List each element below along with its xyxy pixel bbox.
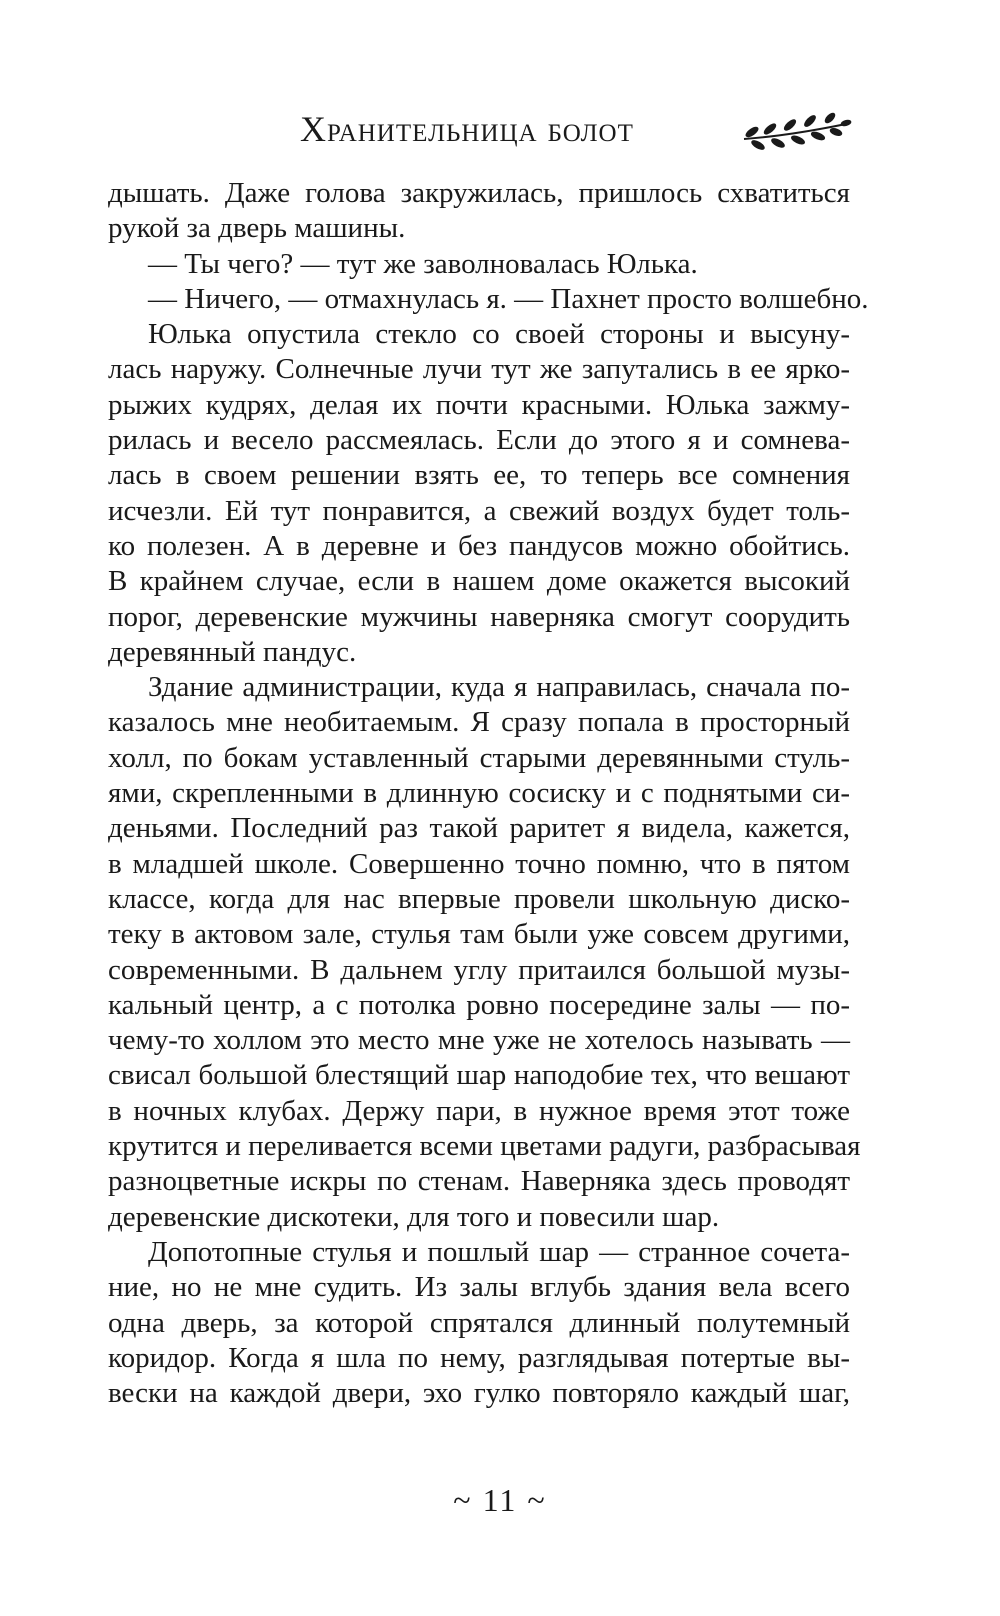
text-line: деньями. Последний раз такой раритет я видела, кажется, bbox=[108, 812, 850, 845]
body-text bbox=[108, 176, 869, 1411]
text-line: — Ты чего? — тут же заволновалась Юлька. bbox=[148, 247, 698, 280]
text-line: рилась и весело рассмеялась. Если до этого я и сомнева- bbox=[108, 424, 850, 457]
paragraph bbox=[108, 317, 850, 670]
paragraph bbox=[108, 247, 850, 282]
paragraph bbox=[108, 670, 861, 1235]
text-line: разноцветные искры по стенам. Наверняка здесь проводят bbox=[108, 1165, 850, 1198]
text-line: в младшей школе. Совершенно точно помню, что в пятом bbox=[108, 847, 850, 880]
text-line: лась наружу. Солнечные лучи тут же запутались в ее ярко- bbox=[108, 353, 850, 386]
text-line: холл, по бокам уставленный старыми деревянными стуль- bbox=[108, 741, 850, 774]
text-line: Юлька опустила стекло со своей стороны и высуну- bbox=[148, 318, 850, 351]
text-line: казалось мне необитаемым. Я сразу попала в просторный bbox=[108, 706, 850, 739]
book-title: Хранительница болот bbox=[300, 109, 634, 149]
text-line: исчезли. Ей тут понравится, а свежий воздух будет толь- bbox=[108, 494, 850, 527]
text-line: вески на каждой двери, эхо гулко повторяло каждый шаг, bbox=[108, 1377, 850, 1410]
text-line: ями, скрепленными в длинную сосиску и с поднятыми си- bbox=[108, 777, 850, 810]
paragraph bbox=[108, 282, 869, 317]
text-line: лась в своем решении взять ее, то теперь все сомнения bbox=[108, 459, 850, 492]
text-line: деревянный пандус. bbox=[108, 635, 357, 668]
paragraph bbox=[108, 176, 850, 247]
page-number: ~ 11 ~ bbox=[453, 1482, 547, 1518]
text-line: чему-то холлом это место мне уже не хотелось называть — bbox=[108, 1024, 850, 1057]
text-line: современными. В дальнем углу притаился большой музы- bbox=[108, 953, 850, 986]
text-line: коридор. Когда я шла по нему, разглядывая потертые вы- bbox=[108, 1341, 850, 1374]
text-line: свисал большой блестящий шар наподобие тех, что вешают bbox=[108, 1059, 850, 1092]
text-line: порог, деревенские мужчины наверняка смогут соорудить bbox=[108, 600, 850, 633]
text-line: В крайнем случае, если в нашем доме окажется высокий bbox=[108, 565, 850, 598]
text-line: Здание администрации, куда я направилась, сначала по- bbox=[148, 671, 850, 704]
text-line: деревенские дискотеки, для того и повесили шар. bbox=[108, 1200, 720, 1233]
text-line: ние, но не мне судить. Из залы вглубь здания вела всего bbox=[108, 1271, 850, 1304]
text-line: Допотопные стулья и пошлый шар — странное сочета- bbox=[148, 1235, 850, 1268]
running-header bbox=[0, 108, 1000, 168]
text-line: рыжих кудрях, делая их почти красными. Юлька зажму- bbox=[108, 388, 850, 421]
text-line: дышать. Даже голова закружилась, пришлось схватиться bbox=[108, 177, 850, 209]
text-line: кальный центр, а с потолка ровно посередине залы — по- bbox=[108, 988, 850, 1021]
text-line: крутится и переливается всеми цветами радуги, разбрасывая bbox=[108, 1130, 861, 1163]
paragraph bbox=[108, 1235, 850, 1411]
text-line: ко полезен. А в деревне и без пандусов можно обойтись. bbox=[108, 529, 850, 562]
leaf-branch-icon bbox=[742, 112, 852, 152]
text-line: — Ничего, — отмахнулась я. — Пахнет просто волшебно. bbox=[148, 282, 869, 315]
text-line: в ночных клубах. Держу пари, в нужное время этот тоже bbox=[108, 1094, 850, 1127]
text-line: теку в актовом зале, стулья там были уже совсем другими, bbox=[108, 918, 850, 951]
text-line: рукой за дверь машины. bbox=[108, 212, 406, 245]
text-line: одна дверь, за которой спрятался длинный полутемный bbox=[108, 1306, 850, 1339]
text-line: классе, когда для нас впервые провели школьную диско- bbox=[108, 882, 850, 915]
